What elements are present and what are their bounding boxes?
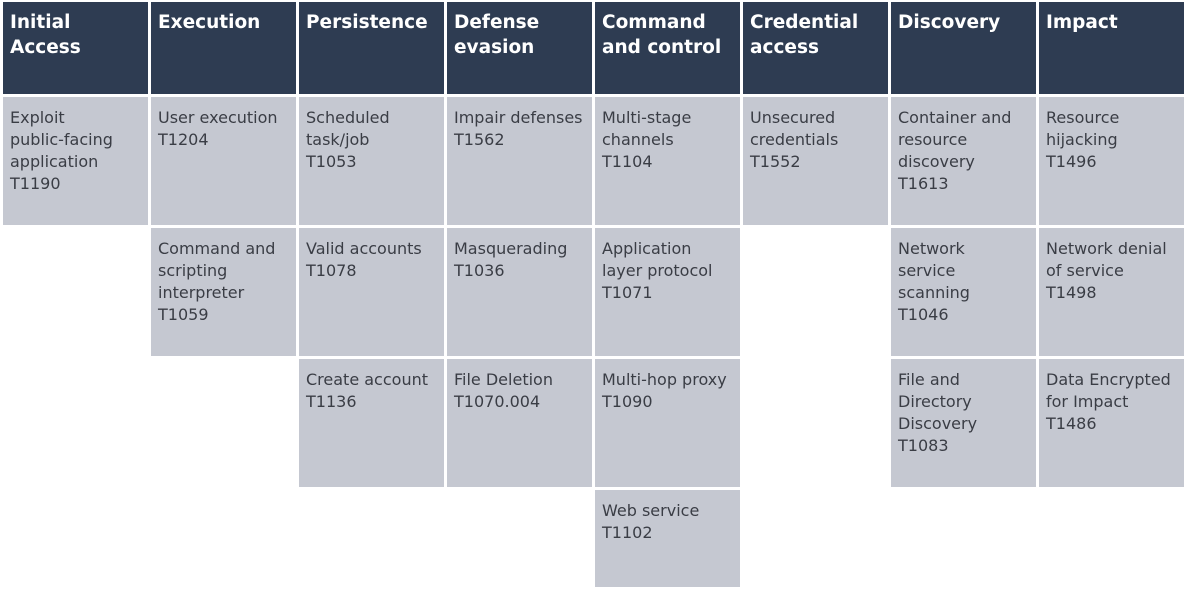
technique-name: Data Encrypted for Impact bbox=[1046, 370, 1171, 411]
technique-name: Scheduled task/job bbox=[306, 108, 390, 149]
technique-name: Multi-stage channels bbox=[602, 108, 692, 149]
technique-cell bbox=[299, 359, 444, 487]
technique-id: T1136 bbox=[306, 392, 357, 411]
technique-cell bbox=[595, 490, 740, 587]
technique-cell bbox=[447, 359, 592, 487]
technique-cell bbox=[447, 97, 592, 225]
technique-id: T1102 bbox=[602, 523, 653, 542]
technique-name: Create account bbox=[306, 370, 428, 389]
technique-name: Container and resource discovery bbox=[898, 108, 1012, 171]
technique-id: T1498 bbox=[1046, 283, 1097, 302]
technique-cell bbox=[891, 97, 1036, 225]
technique-cell bbox=[299, 228, 444, 356]
technique-cell bbox=[299, 97, 444, 225]
technique-name: Unsecured credentials bbox=[750, 108, 839, 149]
tactic-column-persistence bbox=[299, 2, 444, 587]
attack-matrix bbox=[3, 2, 1184, 587]
technique-cell bbox=[1039, 359, 1184, 487]
tactic-column-defense-evasion bbox=[447, 2, 592, 587]
tactic-header: Initial Access bbox=[3, 2, 148, 94]
technique-id: T1046 bbox=[898, 305, 949, 324]
tactic-column-command-and-control bbox=[595, 2, 740, 587]
tactic-column-initial-access bbox=[3, 2, 148, 587]
technique-id: T1552 bbox=[750, 152, 801, 171]
technique-name: Multi-hop proxy bbox=[602, 370, 727, 389]
technique-id: T1486 bbox=[1046, 414, 1097, 433]
technique-cell bbox=[447, 228, 592, 356]
technique-id: T1053 bbox=[306, 152, 357, 171]
technique-name: File and Directory Discovery bbox=[898, 370, 978, 433]
technique-id: T1059 bbox=[158, 305, 209, 324]
technique-name: Masquerading bbox=[454, 239, 568, 258]
tactic-column-execution bbox=[151, 2, 296, 587]
technique-name: Impair defenses bbox=[454, 108, 583, 127]
tactic-header: Execution bbox=[151, 2, 296, 94]
tactic-header: Command and control bbox=[595, 2, 740, 94]
technique-name: Resource hijacking bbox=[1046, 108, 1120, 149]
technique-id: T1078 bbox=[306, 261, 357, 280]
technique-cell bbox=[1039, 97, 1184, 225]
technique-name: Application layer protocol bbox=[602, 239, 713, 280]
technique-name: Network denial of service bbox=[1046, 239, 1167, 280]
technique-name: Command and scripting interpreter bbox=[158, 239, 276, 302]
technique-cell bbox=[1039, 228, 1184, 356]
technique-cell bbox=[743, 97, 888, 225]
technique-cell bbox=[891, 359, 1036, 487]
tactic-header: Persistence bbox=[299, 2, 444, 94]
tactic-header: Defense evasion bbox=[447, 2, 592, 94]
technique-id: T1104 bbox=[602, 152, 653, 171]
technique-cell bbox=[3, 97, 148, 225]
tactic-column-discovery bbox=[891, 2, 1036, 587]
technique-name: User execution bbox=[158, 108, 278, 127]
tactic-header: Impact bbox=[1039, 2, 1184, 94]
technique-cell bbox=[891, 228, 1036, 356]
technique-cell bbox=[151, 97, 296, 225]
technique-id: T1613 bbox=[898, 174, 949, 193]
technique-id: T1036 bbox=[454, 261, 505, 280]
technique-id: T1190 bbox=[10, 174, 61, 193]
technique-id: T1562 bbox=[454, 130, 505, 149]
tactic-column-impact bbox=[1039, 2, 1184, 587]
technique-cell bbox=[151, 228, 296, 356]
technique-name: Exploit public-facing application bbox=[10, 108, 113, 171]
technique-id: T1496 bbox=[1046, 152, 1097, 171]
technique-name: Web service bbox=[602, 501, 700, 520]
technique-name: File Deletion bbox=[454, 370, 553, 389]
technique-cell bbox=[595, 359, 740, 487]
tactic-column-credential-access bbox=[743, 2, 888, 587]
technique-id: T1083 bbox=[898, 436, 949, 455]
technique-id: T1071 bbox=[602, 283, 653, 302]
technique-cell bbox=[595, 97, 740, 225]
technique-cell bbox=[595, 228, 740, 356]
technique-id: T1090 bbox=[602, 392, 653, 411]
tactic-header: Discovery bbox=[891, 2, 1036, 94]
technique-name: Network service scanning bbox=[898, 239, 970, 302]
technique-name: Valid accounts bbox=[306, 239, 422, 258]
technique-id: T1070.004 bbox=[454, 392, 541, 411]
technique-id: T1204 bbox=[158, 130, 209, 149]
tactic-header: Credential access bbox=[743, 2, 888, 94]
